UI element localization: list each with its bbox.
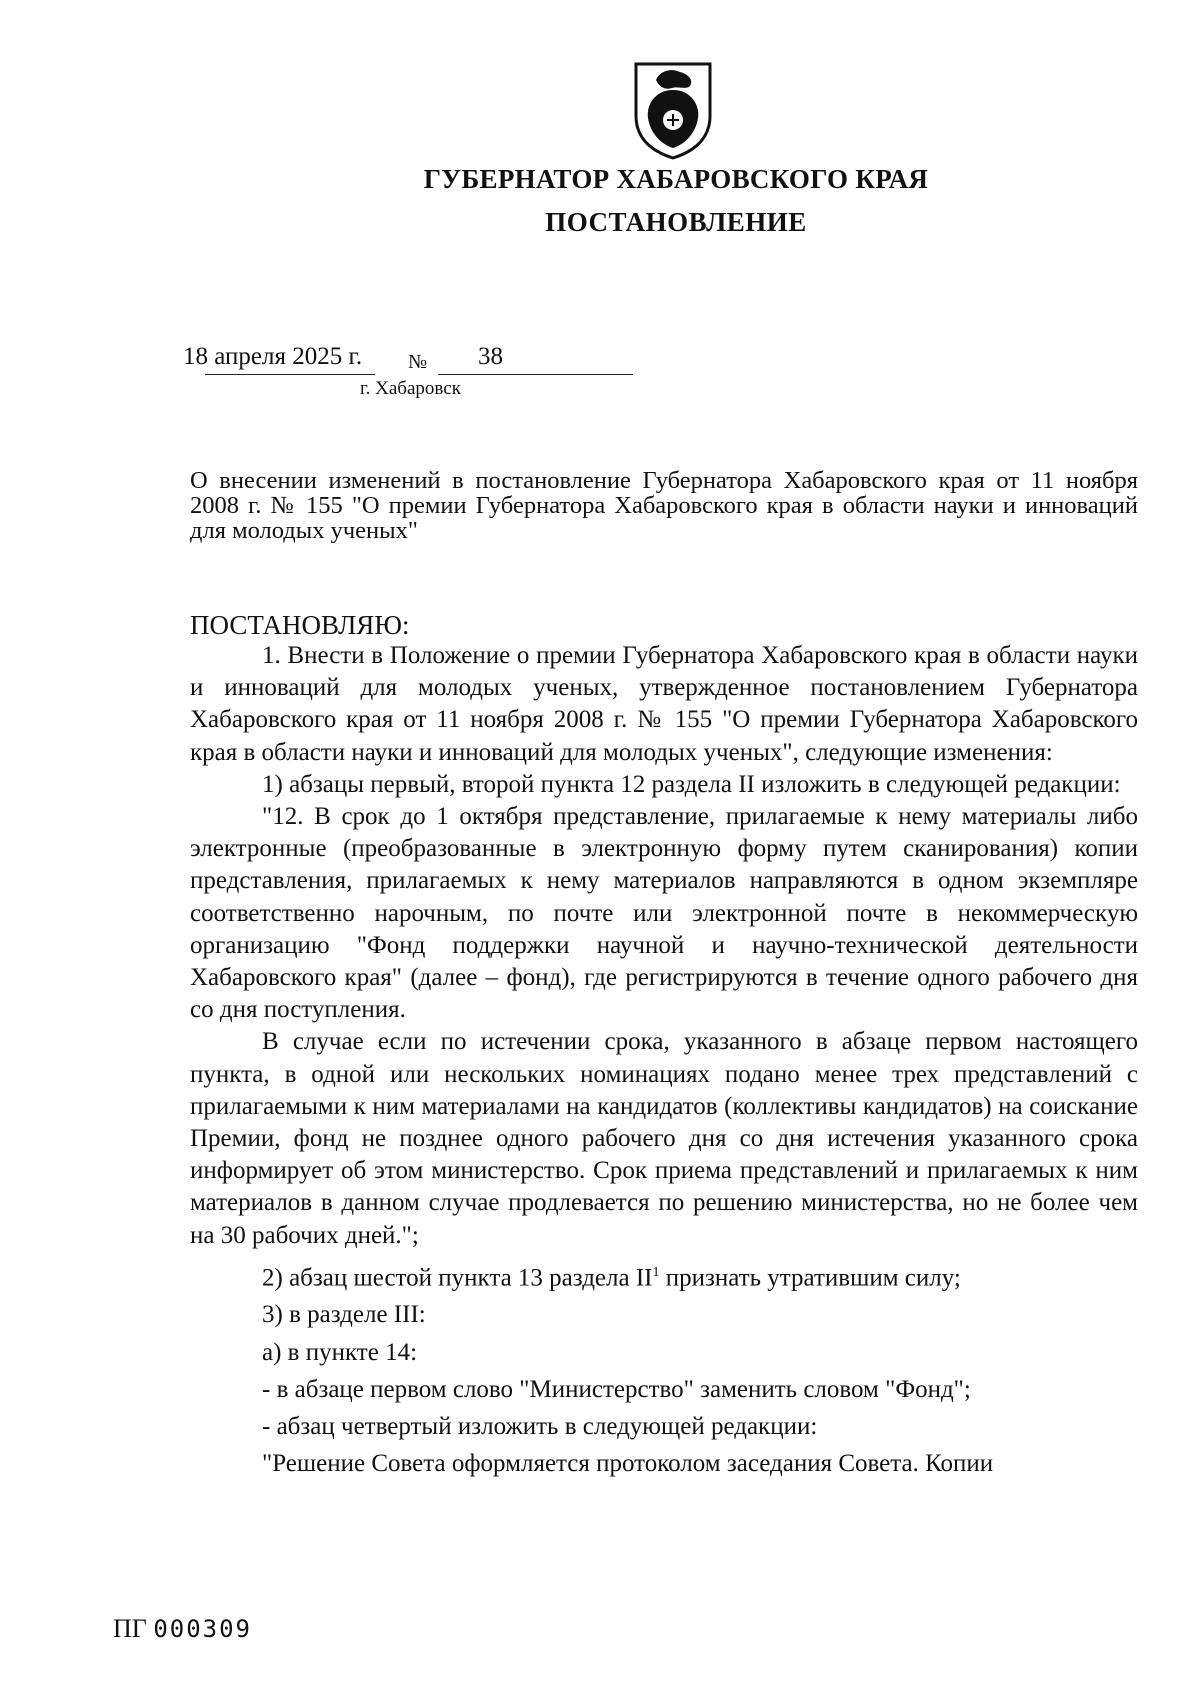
paragraph: - в абзаце первом слово "Министерство" заменить словом "Фонд"; [262,1375,971,1403]
paragraph: а) в пункте 14: [262,1338,418,1366]
authority-heading: ГУБЕРНАТОР ХАБАРОВСКОГО КРАЯ [423,164,929,194]
coat-of-arms-emblem [632,60,714,160]
document-city: г. Хабаровск [360,378,461,399]
number-underline [438,374,633,375]
form-series: ПГ [113,1614,147,1643]
form-serial: 000309 [153,1615,253,1643]
paragraph-text: 2) абзац шестой пункта 13 раздела II [262,1264,653,1292]
paragraph: "Решение Совета оформляется протоколом заседания Совета. Копии [262,1450,994,1478]
paragraph [190,1257,1138,1295]
paragraph: 1. Внести в Положение о премии Губернатора Хабаровского края в области науки и инноваций для молодых ученых, утвержденное постановлением Губернатора Хабаровского края от 11 ноября 2008 г. № 155 "О премии Губернатора Хабаровского края в области науки и инноваций для молодых ученых", следующие изменения: [190,642,1138,766]
paragraph-text: признать утратившим силу; [659,1264,961,1292]
decree-word: ПОСТАНОВЛЯЮ: [190,610,410,640]
paragraph: В случае если по истечении срока, указанного в абзаце первом настоящего пункта, в одной или нескольких номинациях подано менее трех представлений с прилагаемыми к ним материалами на кандидатов (коллективы кандидатов) на соискание Премии, фонд не позднее одного рабочего дня со дня истечения указанного срока информирует об этом министерство. Срок приема представлений и прилагаемых к ним материалов в данном случае продлевается по решению министерства, но не более чем на 30 рабочих дней."; [190,1028,1138,1249]
paragraph: 3) в разделе III: [262,1301,426,1329]
document-date: 18 апреля 2025 г. [183,343,363,370]
paragraph: "12. В срок до 1 октября представление, прилагаемые к нему материалы либо электронные (преобразованные в электронную форму путем сканирования) копии представления, прилагаемых к нему материалов направляются в одном экземпляре соответственно нарочным, по почте или электронной почте в некоммерческую организацию "Фонд поддержки научной и научно-технической деятельности Хабаровского края" (далее – фонд), где регистрируются в течение одного рабочего дня со дня поступления. [190,803,1138,1024]
document-number: 38 [478,343,503,370]
document-type-heading: ПОСТАНОВЛЕНИЕ [545,207,807,237]
document-body [190,640,1138,1480]
number-sign: № [408,351,428,373]
superscript: 1 [652,1264,660,1280]
form-serial-number [113,1614,252,1644]
document-title: О внесении изменений в постановление Губернатора Хабаровского края от 11 ноября 2008 г. № 155 "О премии Губернатора Хабаровского края в области науки и инноваций для молодых ученых" [190,467,1138,544]
date-underline [205,374,375,375]
paragraph: - абзац четвертый изложить в следующей редакции: [262,1413,818,1440]
paragraph: 1) абзацы первый, второй пункта 12 раздела II изложить в следующей редакции: [262,770,1121,798]
